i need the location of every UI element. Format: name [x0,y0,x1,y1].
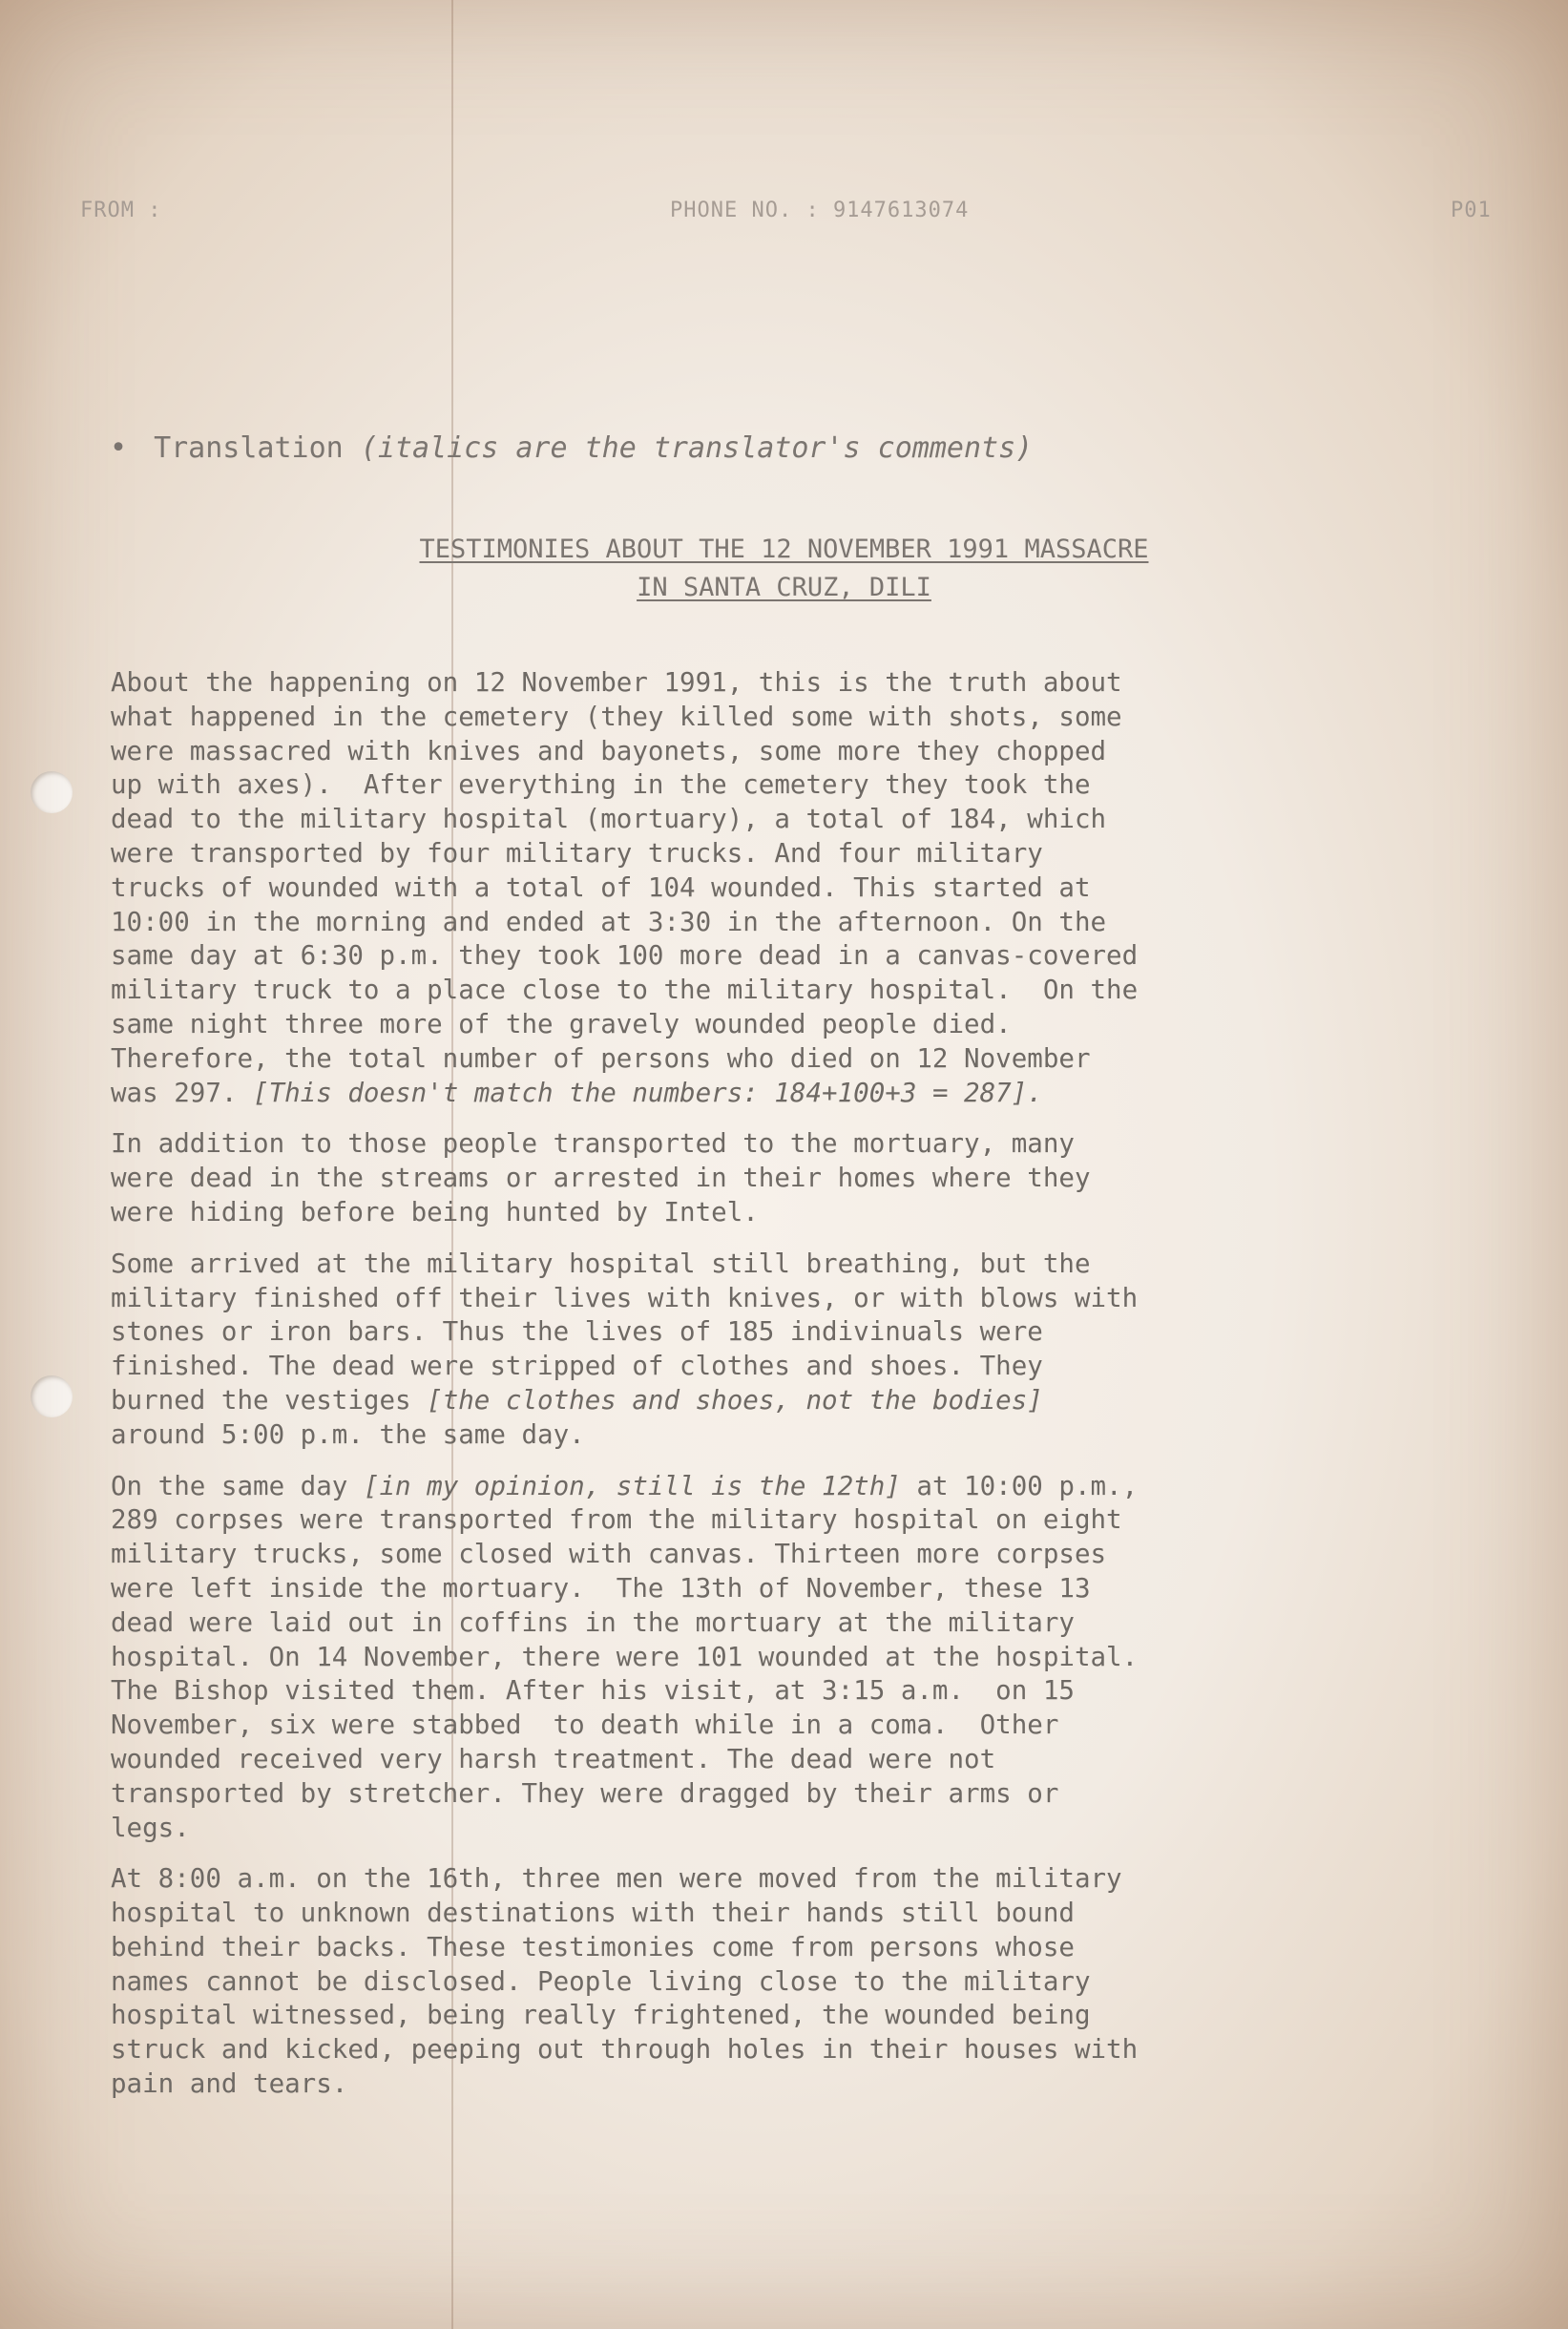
translation-note [110,431,1033,465]
paragraph-4-start: On the same day [111,1470,364,1501]
fax-from-label: FROM : [80,199,162,222]
punch-hole-bottom [31,1375,73,1417]
paragraph-2: In addition to those people transported to the mortuary, many were dead in the streams or arrested in their homes where they were hiding before being hunted by Intel. [111,1128,1091,1227]
paragraph-3-text: Some arrived at the military hospital still breathing, but the military finished off their lives with knives, or with blows with stones or iron bars. Thus the lives of 185 indivinuals were finished. The dead were stripped of clothes and shoes. They burned the vestiges [111,1248,1139,1416]
paragraph-1-text: About the happening on 12 November 1991, this is the truth about what happened in the cemetery (they killed some with shots, some were massacred with knives and bayonets, some more they chopped up with axes). After everything in the cemetery they took the dead to the military hospital (mortuary), a total of 184, which were transported by four military trucks. And four military trucks of wounded with a total of 104 wounded. This started at 10:00 in the morning and ended at 3:30 in the afternoon. On the same day at 6:30 p.m. they took 100 more dead in a canvas-covered military truck to a place close to the military hospital. On the same night three more of the gravely wounded people died. Therefore, the total number of persons who died on 12 November was 297. [111,667,1139,1108]
italics-note: (italics are the translator's comments) [360,431,1034,465]
translation-label: Translation [154,431,344,465]
paragraph-3-end: around 5:00 p.m. the same day. [111,1418,585,1450]
translator-comment-3: [in my opinion, still is the 12th] [363,1470,901,1501]
paragraph-5: At 8:00 a.m. on the 16th, three men were moved from the military hospital to unknown destinations with their hands still bound behind their backs. These testimonies come from persons whose names cannot be disclosed. People living close to the military hospital witnessed, being really frightened, the wounded being struck and kicked, peeping out through holes in their houses with pain and tears. [111,1863,1139,2100]
fax-page-number: P01 [1451,199,1492,222]
bullet-icon: • [110,431,128,465]
paragraph-3 [111,1248,1332,1453]
paragraph-4-text: at 10:00 p.m., 289 corpses were transported from the military hospital on eight military trucks, some closed with canvas. Thirteen more corpses were left inside the mortuary. The 13th of November, these 13 dead were laid out in coffins in the mortuary at the military hospital. On 14 November, there were 101 wounded at the hospital. The Bishop visited them. After his visit, at 3:15 a.m. on 15 November, six were stabbed to death while in a coma. Other wounded received very harsh treatment. The dead were not transported by stretcher. They were dragged by their arms or legs. [111,1470,1139,1843]
paragraph-1 [111,666,1332,1110]
fax-phone-number: PHONE NO. : 9147613074 [670,199,970,222]
title-line-2: IN SANTA CRUZ, DILI [637,573,931,602]
translator-comment-1: [This doesn't match the numbers: 184+100+3 = 287]. [253,1077,1043,1108]
title-line-1: TESTIMONIES ABOUT THE 12 NOVEMBER 1991 MASSACRE [419,535,1149,564]
punch-hole-top [31,771,73,813]
document-title [0,531,1568,607]
testimony-body [111,666,1332,2119]
translator-comment-2: [the clothes and shoes, not the bodies] [427,1384,1043,1416]
paragraph-4 [111,1470,1332,1846]
